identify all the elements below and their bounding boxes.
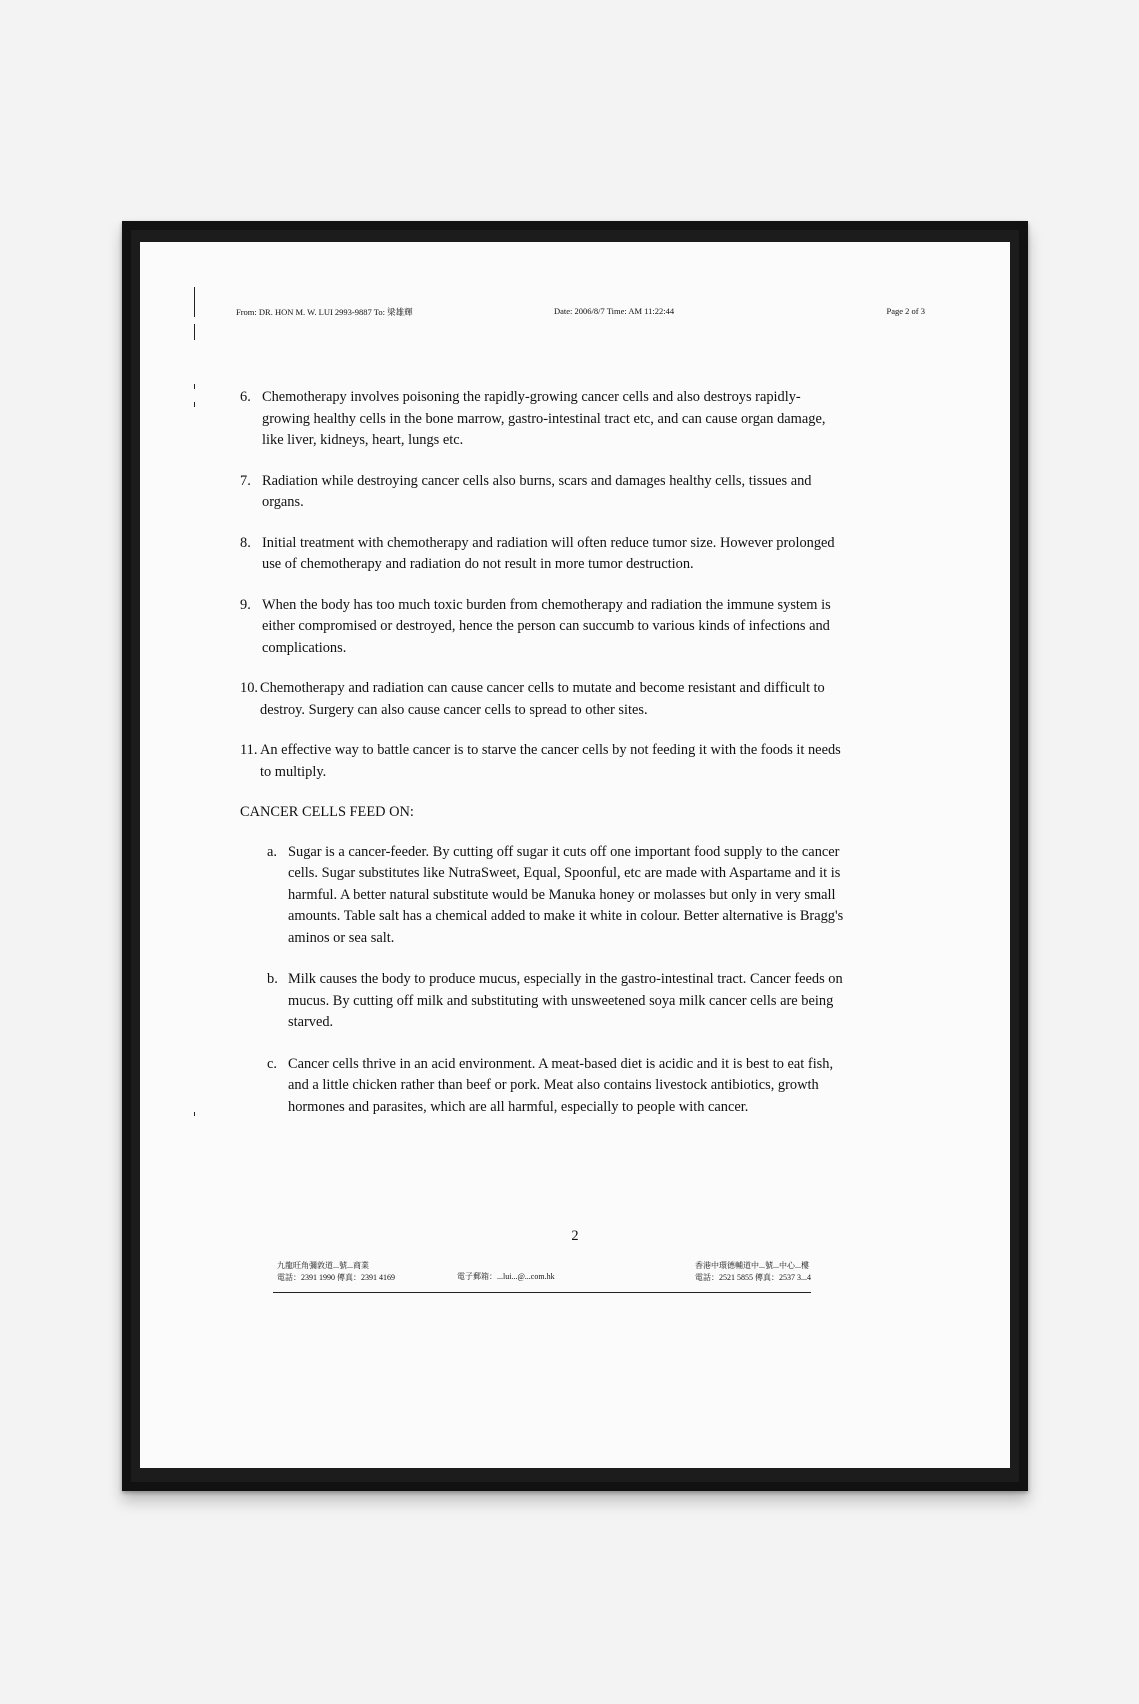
item-number: 11. — [240, 742, 258, 758]
footer-right-line: 電話：2521 5855 傳真：2537 3...4 — [695, 1273, 811, 1282]
margin-mark — [194, 384, 195, 389]
footer-right-address — [695, 1260, 811, 1284]
item-number: 10. — [240, 680, 258, 696]
item-number: 7. — [240, 472, 251, 489]
list-item — [240, 533, 845, 576]
fax-date-time: Date: 2006/8/7 Time: AM 11:22:44 — [554, 306, 675, 316]
footer-email: 電子郵箱：...lui...@...com.hk — [457, 1272, 555, 1281]
letterhead-footer — [273, 1260, 811, 1293]
item-text: Radiation while destroying cancer cells also burns, scars and damages healthy cells, tissues and organs. — [262, 472, 812, 510]
document-body — [240, 387, 845, 1138]
page-number: 2 — [571, 1228, 579, 1244]
subitem-letter: b. — [267, 971, 278, 987]
list-item — [240, 740, 845, 783]
item-number: 9. — [240, 596, 251, 613]
sub-list-item — [240, 842, 845, 950]
item-text: When the body has too much toxic burden from chemotherapy and radiation the immune system is either compromised or destroyed, hence the person can succumb to various kinds of infections and complications. — [262, 596, 831, 656]
margin-mark — [194, 287, 195, 317]
footer-left-address — [277, 1260, 395, 1284]
item-text: Chemotherapy and radiation can cause cancer cells to mutate and become resistant and difficult to destroy. Surgery can also cause cancer cells to spread to other sites. — [260, 680, 825, 718]
fax-document-page — [140, 242, 1010, 1468]
list-item — [240, 471, 845, 514]
list-item — [240, 387, 845, 452]
item-text: An effective way to battle cancer is to starve the cancer cells by not feeding it with the foods it needs to multiply. — [260, 742, 841, 780]
footer-right-line: 香港中環德輔道中...號...中心...樓 — [695, 1261, 809, 1270]
fax-from: From: DR. HON M. W. LUI 2993-9887 To: 梁雄輝 — [236, 307, 413, 317]
subitem-text: Milk causes the body to produce mucus, especially in the gastro-intestinal tract. Cancer feeds on mucus. By cutting off milk and substituting with unsweetened soya milk cancer cells are being starved. — [288, 971, 843, 1030]
list-item — [240, 678, 845, 721]
margin-mark — [194, 324, 195, 340]
item-number: 8. — [240, 534, 251, 551]
item-text: Chemotherapy involves poisoning the rapidly-growing cancer cells and also destroys rapidly-growing healthy cells in the bone marrow, gastro-intestinal tract etc, and can cause organ damage, like liver, kidneys, heart, lungs etc. — [262, 389, 826, 448]
subitem-text: Cancer cells thrive in an acid environment. A meat-based diet is acidic and it is best to eat fish, and a little chicken rather than beef or pork. Meat also contains livestock antibiotics, growth hormones and parasites, which are all harmful, especially to people with cancer. — [288, 1055, 834, 1115]
subitem-text: Sugar is a cancer-feeder. By cutting off sugar it cuts off one important food supply to the cancer cells. Sugar substitutes like NutraSweet, Equal, Spoonful, etc are made with Aspartame and it is harmful. A better natural substitute would be Manuka honey or molasses but only in very small amounts. Table salt has a chemical added to make it white in colour. Better alternative is Bragg's aminos or sea salt. — [288, 843, 844, 946]
margin-mark — [194, 402, 195, 407]
subitem-letter: c. — [267, 1055, 277, 1072]
subitem-letter: a. — [267, 843, 277, 860]
sub-list-item — [240, 1054, 845, 1119]
item-number: 6. — [240, 389, 251, 405]
section-heading: CANCER CELLS FEED ON: — [240, 804, 414, 820]
footer-left-line: 九龍旺角彌敦道...號...商業 — [277, 1261, 369, 1270]
margin-mark — [194, 1112, 195, 1116]
sub-list-item — [240, 969, 845, 1034]
list-item — [240, 595, 845, 660]
footer-left-line: 電話：2391 1990 傳真：2391 4169 — [277, 1273, 395, 1282]
fax-page-count: Page 2 of 3 — [886, 306, 925, 316]
item-text: Initial treatment with chemotherapy and radiation will often reduce tumor size. However prolonged use of chemotherapy and radiation do not result in more tumor destruction. — [262, 534, 835, 572]
fax-header — [236, 306, 925, 318]
